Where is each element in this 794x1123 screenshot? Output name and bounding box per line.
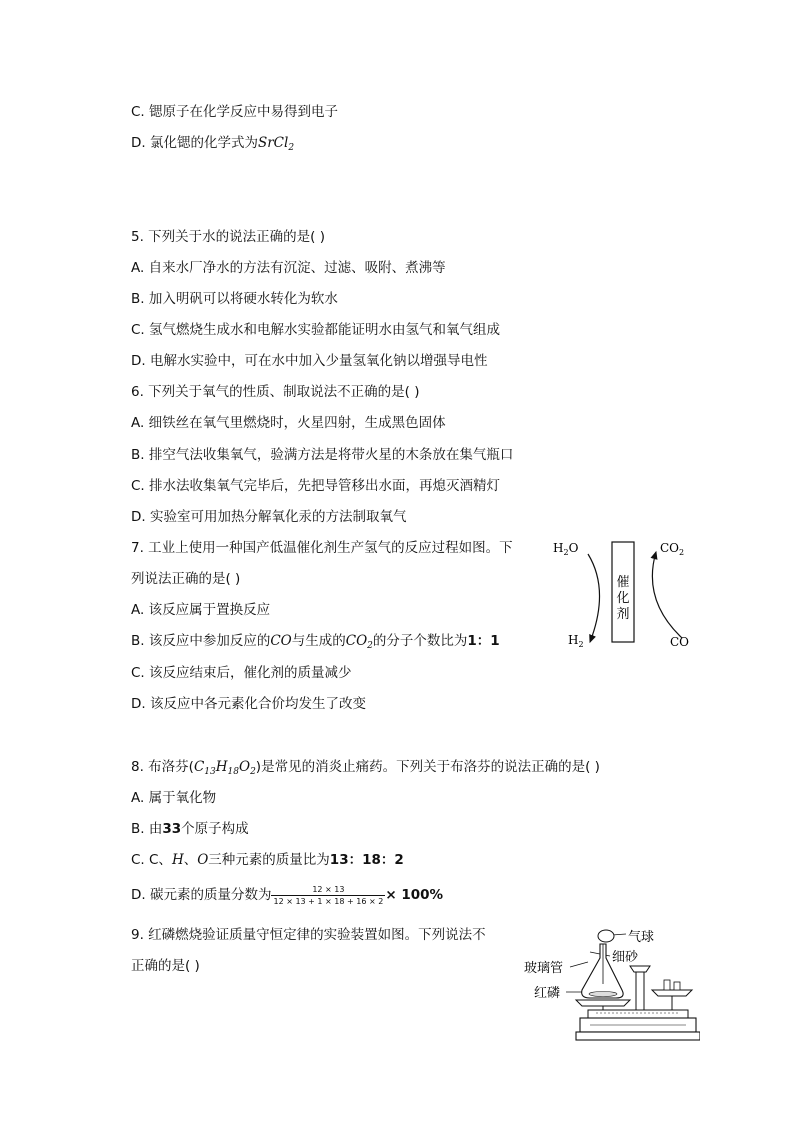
q4-option-d-text: D. 氯化锶的化学式为 <box>131 135 258 151</box>
q7-b-pre: B. 该反应中参加反应的 <box>131 633 271 649</box>
q8-d-numerator: 12 × 13 <box>271 884 385 896</box>
q4-formula: SrCl <box>257 135 289 151</box>
q7-b-ratio: 1：1 <box>467 633 500 649</box>
q8-f-o-sub: 2 <box>250 767 256 777</box>
q5-option-a: A. 自来水厂净水的方法有沉淀、过滤、吸附、煮沸等 <box>131 260 446 276</box>
catalyst-char-2: 化 <box>616 591 630 606</box>
q8-f-h-sub: 18 <box>227 767 239 777</box>
label-h2o: $H_2O$ <box>553 541 579 557</box>
left-arrow <box>588 554 600 642</box>
q8-b-pre: B. 由 <box>131 821 163 837</box>
q8-c-sep: 、 <box>183 852 198 868</box>
q8-f-h: H <box>215 759 228 775</box>
q7-b-mid: 与生成的 <box>291 633 346 649</box>
q4-formula-sub: 2 <box>288 143 295 153</box>
q8-c-h: H <box>171 852 184 868</box>
left-pan <box>576 1000 630 1006</box>
q8-stem-pre: 8. 布洛芬( <box>131 759 194 775</box>
q8-c-pre: C. C、 <box>131 852 172 868</box>
q8-c-post: 三种元素的质量比为 <box>208 852 330 868</box>
label-glass-tube: 玻璃管 <box>524 961 564 976</box>
balance-beam <box>588 1010 688 1018</box>
q8-b-num: 33 <box>162 821 182 837</box>
q4-option-c: C. 锶原子在化学反应中易得到电子 <box>131 104 339 120</box>
q8-option-c <box>131 851 404 869</box>
label-balloon: 气球 <box>628 930 655 945</box>
q6-option-d: D. 实验室可用加热分解氧化汞的方法制取氧气 <box>131 509 407 525</box>
catalyst-char-3: 剂 <box>616 607 630 622</box>
q5-option-b: B. 加入明矾可以将硬水转化为软水 <box>131 291 338 307</box>
q7-b-post: 的分子个数比为 <box>372 633 468 649</box>
q6-option-c: C. 排水法收集氧气完毕后，先把导管移出水面，再熄灭酒精灯 <box>131 478 501 494</box>
label-sand: 细砂 <box>612 950 639 965</box>
q9-stem-line2: 正确的是( ) <box>131 958 200 974</box>
q5-option-c: C. 氢气燃烧生成水和电解水实验都能证明水由氢气和氧气组成 <box>131 322 501 338</box>
q7-b-co: CO <box>270 633 292 649</box>
q8-stem-post: )是常见的消炎止痛药。下列关于布洛芬的说法正确的是( ) <box>255 759 600 775</box>
q8-option-b <box>131 820 249 838</box>
right-pan <box>652 990 692 996</box>
q8-f-c-sub: 13 <box>204 767 216 777</box>
q7-option-d: D. 该反应中各元素化合价均发生了改变 <box>131 696 366 712</box>
q8-stem <box>131 758 600 781</box>
q8-d-fraction <box>271 884 385 907</box>
q8-f-c: C <box>193 759 205 775</box>
q5-stem: 5. 下列关于水的说法正确的是( ) <box>131 229 325 245</box>
q5-option-d: D. 电解水实验中，可在水中加入少量氢氧化钠以增强导电性 <box>131 353 488 369</box>
q8-d-pre: D. 碳元素的质量分数为 <box>131 887 272 903</box>
q6-option-a: A. 细铁丝在氧气里燃烧时，火星四射，生成黑色固体 <box>131 415 446 431</box>
q9-apparatus-diagram <box>520 922 700 1047</box>
catalyst-char-1: 催 <box>616 575 630 590</box>
q7-b-co2-sub: 2 <box>367 641 373 651</box>
q6-option-b: B. 排空气法收集氧气，验满方法是将带火星的木条放在集气瓶口 <box>131 447 514 463</box>
q8-option-d <box>131 882 443 908</box>
q7-catalyst-diagram <box>550 530 710 655</box>
right-arrow <box>652 552 682 638</box>
q7-option-c: C. 该反应结束后，催化剂的质量减少 <box>131 665 352 681</box>
balloon-shape <box>598 930 614 942</box>
label-co: CO <box>670 635 690 649</box>
q7-option-a: A. 该反应属于置换反应 <box>131 602 271 618</box>
q8-c-o: O <box>197 852 209 868</box>
q9-stem-line1: 9. 红磷燃烧验证质量守恒定律的实验装置如图。下列说法不 <box>131 927 486 943</box>
label-red-p: 红磷 <box>534 986 561 1001</box>
q8-c-ratio: 13：18：2 <box>329 852 404 868</box>
q8-f-o: O <box>238 759 251 775</box>
q8-option-a: A. 属于氧化物 <box>131 790 217 806</box>
q4-option-d <box>131 134 294 157</box>
q7-b-co2: CO <box>345 633 368 649</box>
q7-option-b <box>131 632 500 655</box>
label-co2: $CO_2$ <box>660 541 685 557</box>
q7-stem-line2: 列说法正确的是( ) <box>131 571 241 587</box>
q8-d-denominator: 12 × 13 + 1 × 18 + 16 × 2 <box>273 896 384 906</box>
label-h2: $H_2$ <box>568 633 584 649</box>
q6-stem: 6. 下列关于氧气的性质、制取说法不正确的是( ) <box>131 384 420 400</box>
q8-d-post: × 100% <box>385 887 444 903</box>
q8-b-post: 个原子构成 <box>181 821 249 837</box>
q7-stem-line1: 7. 工业上使用一种国产低温催化剂生产氢气的反应过程如图。下 <box>131 540 513 556</box>
